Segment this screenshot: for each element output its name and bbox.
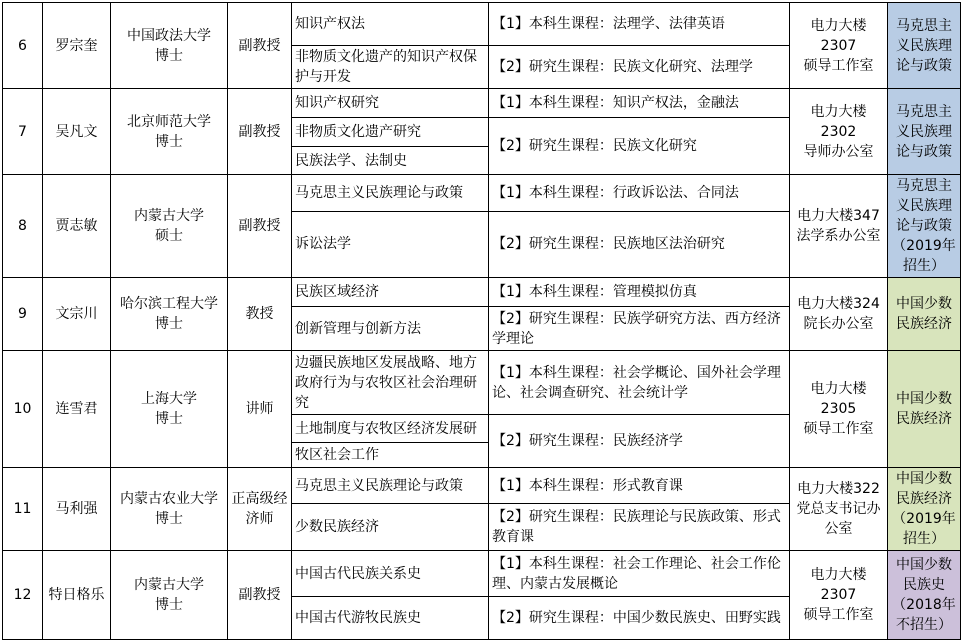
- office-line: 硕导工作室: [803, 607, 874, 623]
- degree: 博士: [155, 411, 183, 427]
- office: [790, 551, 888, 640]
- office-line: 党总支书记办: [796, 501, 881, 517]
- row-number: 9: [3, 278, 43, 351]
- research-area: 非物质文化遗产研究: [292, 118, 489, 147]
- teacher-name: 文宗川: [43, 278, 111, 351]
- direction-line: 中国少数: [896, 296, 952, 312]
- direction-line: 马克思主: [896, 17, 952, 34]
- program-direction: [888, 468, 961, 551]
- school-degree: [111, 351, 228, 468]
- research-area: 土地制度与农牧区经济发展研: [292, 415, 489, 443]
- table-row: [3, 175, 961, 212]
- school-degree: [111, 278, 228, 351]
- job-title: 讲师: [228, 351, 292, 468]
- research-area: 牧区社会工作: [292, 443, 489, 468]
- degree: 硕士: [155, 228, 183, 244]
- course-info: 【2】研究生课程：民族学研究方法、西方经济学理论: [489, 307, 790, 351]
- school-degree: [111, 175, 228, 278]
- office-line: 公室: [824, 521, 853, 537]
- office-line: 电力大楼347: [797, 208, 880, 224]
- research-area: 非物质文化遗产的知识产权保护与开发: [292, 46, 489, 89]
- direction-line: 招生）: [903, 531, 945, 547]
- direction-line: 义民族理: [896, 37, 952, 54]
- direction-line: 马克思主: [896, 103, 952, 120]
- research-area: 知识产权法: [292, 3, 489, 46]
- row-number: 8: [3, 175, 43, 278]
- school: 内蒙古农业大学: [120, 491, 218, 507]
- job-title: 副教授: [228, 175, 292, 278]
- teacher-name: 罗宗奎: [43, 3, 111, 89]
- job-title: 副教授: [228, 89, 292, 175]
- direction-line: 不招生）: [896, 617, 952, 633]
- direction-line: （2018年: [892, 597, 956, 613]
- office: [790, 278, 888, 351]
- direction-line: 论与政策: [896, 143, 952, 160]
- office: [790, 175, 888, 278]
- direction-line: 中国少数: [896, 391, 952, 407]
- direction-line: 义民族理: [896, 198, 952, 214]
- course-info: 【2】研究生课程：中国少数民族史、田野实践: [489, 597, 790, 640]
- direction-line: 民族经济: [896, 491, 952, 507]
- table-row: [3, 551, 961, 597]
- job-title: 教授: [228, 278, 292, 351]
- degree: 博士: [155, 597, 183, 613]
- table-row: [3, 351, 961, 415]
- teacher-name: 连雪君: [43, 351, 111, 468]
- course-info: 【2】研究生课程：民族经济学: [489, 415, 790, 468]
- research-area: 民族区域经济: [292, 278, 489, 307]
- office-line: 电力大楼322: [797, 481, 880, 497]
- office: [790, 468, 888, 551]
- direction-line: 中国少数: [896, 557, 952, 573]
- research-area: 少数民族经济: [292, 504, 489, 551]
- degree: 博士: [155, 133, 183, 150]
- course-info: 【2】研究生课程：民族地区法治研究: [489, 211, 790, 277]
- teacher-name: 贾志敏: [43, 175, 111, 278]
- school: 哈尔滨工程大学: [120, 296, 218, 312]
- program-direction: [888, 278, 961, 351]
- course-info: 【2】研究生课程：民族文化研究、法理学: [489, 46, 790, 89]
- program-direction: [888, 89, 961, 175]
- research-area: 民族法学、法制史: [292, 147, 489, 175]
- direction-line: （2019年: [892, 238, 956, 254]
- direction-line: 民族经济: [896, 411, 952, 427]
- office-line: 电力大楼2307: [810, 17, 867, 54]
- table-row: [3, 89, 961, 118]
- course-info: 【1】本科生课程：形式教育课: [489, 468, 790, 504]
- research-area: 马克思主义民族理论与政策: [292, 175, 489, 212]
- course-info: 【1】本科生课程：社会工作理论、社会工作伦理、内蒙古发展概论: [489, 551, 790, 597]
- teacher-name: 吴凡文: [43, 89, 111, 175]
- school: 内蒙古大学: [134, 208, 204, 224]
- school: 上海大学: [141, 391, 197, 407]
- office-line: 电力大楼2302: [810, 103, 867, 140]
- research-area: 诉讼法学: [292, 211, 489, 277]
- program-direction: [888, 551, 961, 640]
- course-info: 【2】研究生课程：民族理论与民族政策、形式教育课: [489, 504, 790, 551]
- direction-line: 论与政策: [896, 218, 952, 234]
- research-area: 马克思主义民族理论与政策: [292, 468, 489, 504]
- degree: 博士: [155, 511, 183, 527]
- office-line: 电力大楼324: [797, 296, 880, 312]
- degree: 博士: [155, 316, 183, 332]
- table-row: [3, 278, 961, 307]
- program-direction: [888, 175, 961, 278]
- direction-line: 义民族理: [896, 123, 952, 140]
- job-title: 副教授: [228, 551, 292, 640]
- office-line: 法学系办公室: [796, 228, 881, 244]
- table-row: [3, 468, 961, 504]
- job-title: 副教授: [228, 3, 292, 89]
- row-number: 6: [3, 3, 43, 89]
- office-line: 导师办公室: [803, 143, 874, 160]
- row-number: 7: [3, 89, 43, 175]
- table-row: [3, 3, 961, 46]
- school-degree: [111, 468, 228, 551]
- direction-line: 民族经济: [896, 316, 952, 332]
- school: 北京师范大学: [127, 113, 211, 130]
- research-area: 中国古代游牧民族史: [292, 597, 489, 640]
- office: [790, 89, 888, 175]
- row-number: 10: [3, 351, 43, 468]
- direction-line: 论与政策: [896, 57, 952, 74]
- course-info: 【1】本科生课程：社会学概论、国外社会学理论、社会调查研究、社会统计学: [489, 351, 790, 415]
- research-area: 中国古代民族关系史: [292, 551, 489, 597]
- direction-line: 马克思主: [896, 178, 952, 194]
- office-line: 电力大楼2307: [810, 567, 867, 603]
- course-info: 【2】研究生课程：民族文化研究: [489, 118, 790, 175]
- job-title: 正高级经济师: [228, 468, 292, 551]
- row-number: 12: [3, 551, 43, 640]
- direction-line: 招生）: [903, 258, 945, 274]
- research-area: 创新管理与创新方法: [292, 307, 489, 351]
- research-area: 边疆民族地区发展战略、地方政府行为与农牧区社会治理研究: [292, 351, 489, 415]
- direction-line: 中国少数: [896, 471, 952, 487]
- office-line: 电力大楼2305: [810, 381, 867, 417]
- school-degree: [111, 3, 228, 89]
- degree: 博士: [155, 47, 183, 64]
- office-line: 硕导工作室: [803, 421, 874, 437]
- teacher-name: 马利强: [43, 468, 111, 551]
- office-line: 硕导工作室: [803, 57, 874, 74]
- direction-line: （2019年: [892, 511, 956, 527]
- school: 内蒙古大学: [134, 577, 204, 593]
- course-info: 【1】本科生课程：知识产权法，金融法: [489, 89, 790, 118]
- research-area: 知识产权研究: [292, 89, 489, 118]
- office-line: 院长办公室: [803, 316, 874, 332]
- office: [790, 351, 888, 468]
- row-number: 11: [3, 468, 43, 551]
- school-degree: [111, 551, 228, 640]
- teacher-name: 特日格乐: [43, 551, 111, 640]
- course-info: 【1】本科生课程：行政诉讼法、合同法: [489, 175, 790, 212]
- course-info: 【1】本科生课程：法理学、法律英语: [489, 3, 790, 46]
- program-direction: [888, 351, 961, 468]
- office: [790, 3, 888, 89]
- program-direction: [888, 3, 961, 89]
- direction-line: 民族史: [903, 577, 945, 593]
- school: 中国政法大学: [127, 27, 211, 44]
- course-info: 【1】本科生课程：管理模拟仿真: [489, 278, 790, 307]
- school-degree: [111, 89, 228, 175]
- faculty-table: [2, 2, 961, 640]
